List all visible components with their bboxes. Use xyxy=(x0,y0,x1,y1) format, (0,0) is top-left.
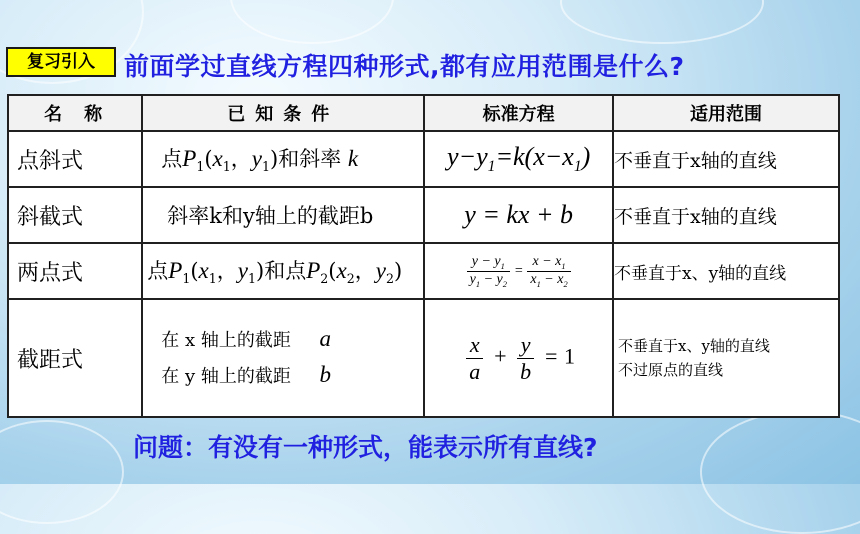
row-condition: 点$P_1(x_1$，$y_1$)和点$P_2(x_2$，$y_2$) xyxy=(142,243,424,299)
condition-prefix: 点 xyxy=(161,147,183,172)
row-name: 两点式 xyxy=(8,243,142,299)
scope-line: 不过原点的直线 xyxy=(617,361,723,379)
header-scope: 适用范围 xyxy=(613,95,839,131)
table-row xyxy=(8,187,839,243)
row-scope xyxy=(613,299,839,417)
row-scope: 不垂直于x轴的直线 xyxy=(613,187,839,243)
background-swirl xyxy=(700,410,860,534)
row-scope: 不垂直于x轴的直线 xyxy=(613,131,839,187)
condition-middle: 和点 xyxy=(264,259,307,284)
question-text: 问题：有没有一种形式，能表示所有直线? xyxy=(133,433,598,462)
table-row xyxy=(8,243,839,299)
condition-prefix: 点 xyxy=(147,259,169,284)
slide-headline: 前面学过直线方程四种形式,都有应用范围是什么? xyxy=(124,52,685,81)
row-equation: $y-y_1=k(x-x_1)$ xyxy=(424,131,613,187)
condition-line: 在 x 轴上的截距 a xyxy=(161,326,331,351)
row-name: 斜截式 xyxy=(8,187,142,243)
row-scope: 不垂直于x、y轴的直线 xyxy=(613,243,839,299)
condition-middle: 和斜率 xyxy=(278,147,342,172)
table-row xyxy=(8,299,839,417)
row-condition: 点$P_1(x_1$，$y_1$)和斜率 k xyxy=(142,131,424,187)
row-equation: y = kx + b xyxy=(424,187,613,243)
background-swirl xyxy=(560,0,764,44)
scope-line: 不垂直于x、y轴的直线 xyxy=(617,337,770,355)
row-condition xyxy=(142,299,424,417)
background-swirl xyxy=(0,420,124,524)
header-condition: 已知条件 xyxy=(142,95,424,131)
row-name: 点斜式 xyxy=(8,131,142,187)
header-name: 名称 xyxy=(8,95,142,131)
row-name: 截距式 xyxy=(8,299,142,417)
background-swirl xyxy=(230,0,394,44)
line-equation-table xyxy=(7,94,840,418)
condition-line: 在 y 轴上的截距 b xyxy=(161,362,331,387)
header-equation: 标准方程 xyxy=(424,95,613,131)
row-condition: 斜率k和y轴上的截距b xyxy=(142,187,424,243)
review-badge: 复习引入 xyxy=(6,47,116,77)
table-header-row xyxy=(8,95,839,131)
row-equation: $\frac{y - y_1}{y_1 - y_2}$ = $\frac{x - x_1}{x_1 - x_2}$ xyxy=(424,243,613,299)
table-row xyxy=(8,131,839,187)
row-equation: $\frac{x}{a}$ + $\frac{y}{b}$ = 1 xyxy=(424,299,613,417)
